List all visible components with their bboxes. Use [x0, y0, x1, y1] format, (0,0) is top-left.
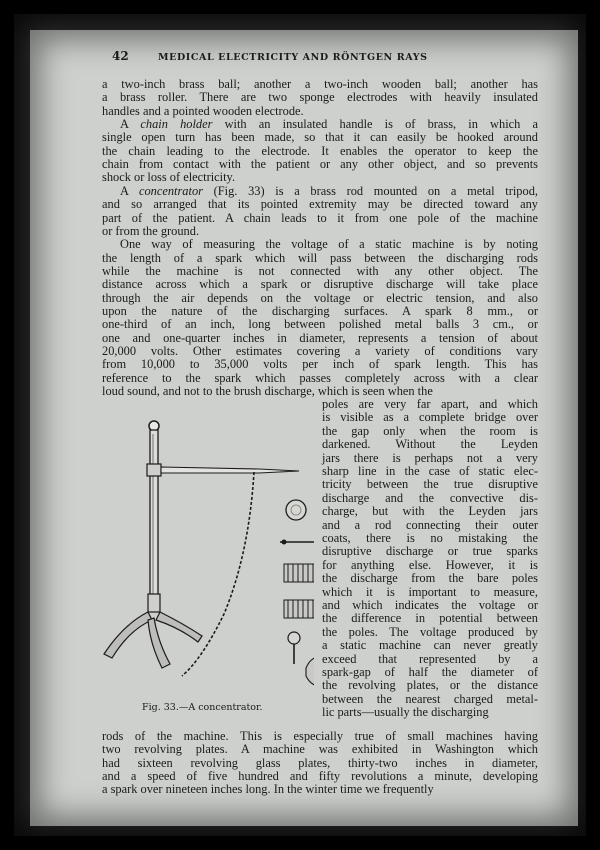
text-line: charge, but with the Leyden jars: [322, 504, 538, 519]
text-line: one and one-quarter inches in diameter, represents a tension of about: [102, 330, 538, 345]
figure-caption: Fig. 33.—A concentrator.: [142, 702, 263, 713]
text-line: exceed that represented by a: [322, 651, 538, 666]
text-line: poles are very far apart, and which: [322, 397, 538, 411]
text-line: the gap only when the room is: [322, 423, 538, 438]
text-line: for anything else. However, it is: [322, 557, 538, 572]
text-line: a brass roller. There are two sponge electrodes with heavily insulated: [102, 90, 538, 105]
text-line: tricity between the true disruptive: [322, 477, 538, 492]
text-line: while the machine is not connected with any other object. The: [102, 263, 538, 278]
text-line: loud sound, and not to the brush discharge, which is seen when the: [102, 384, 433, 399]
text-line: and so arranged that its pointed extremity may be directed toward any: [102, 197, 538, 212]
text-line: A chain holder with an insulated handle is of brass, in which a: [120, 117, 538, 132]
text-line: between the nearest charged metal-: [322, 691, 538, 706]
text-line: the chain leading to the electrode. It enables the operator to keep the: [102, 143, 538, 158]
text-line: sharp line in the case of static elec-: [322, 464, 538, 478]
text-line: coats, there is no mistaking the: [322, 531, 538, 545]
book-page: [30, 30, 578, 826]
concentrator-figure: [84, 414, 314, 694]
text-line: 20,000 volts. Other estimates covering a variety of conditions vary: [102, 344, 538, 358]
text-line: chain from contact with the patient or any other object, and so prevents: [102, 157, 538, 172]
text-line: the length of a spark which will pass between the discharging rods: [102, 250, 538, 265]
text-line: rods of the machine. This is especially true of small machines having: [102, 729, 538, 743]
text-line: and a speed of five hundred and fifty revolutions a minute, developing: [102, 769, 538, 784]
text-line: had sixteen revolving glass plates, thirty-two inches in diameter,: [102, 755, 538, 770]
text-line: darkened. Without the Leyden: [322, 437, 538, 452]
text-line: the discharge from the bare poles: [322, 571, 538, 586]
text-line: distance across which a spark or disruptive discharge will take place: [102, 277, 538, 292]
text-line: spark-gap of half the diameter of: [322, 665, 538, 679]
text-line: lic parts—usually the discharging: [322, 705, 489, 720]
text-line: and a rod connecting their outer: [322, 517, 538, 532]
text-line: the revolving plates, or the distance: [322, 678, 538, 693]
text-line: one-third of an inch, long between polished metal balls 3 cm., or: [102, 317, 538, 332]
text-line: a spark over nineteen inches long. In the winter time we frequently: [102, 782, 434, 797]
text-line: discharge and the convective dis-: [322, 490, 538, 505]
text-line: A concentrator (Fig. 33) is a brass rod mounted on a metal tripod,: [120, 183, 538, 198]
text-line: which it is important to measure,: [322, 584, 538, 599]
text-line: shock or loss of electricity.: [102, 170, 236, 185]
text-line: the poles. The voltage produced by: [322, 624, 538, 639]
text-line: through the air depends on the voltage or electric tension, and also: [102, 290, 538, 305]
text-line: or from the ground.: [102, 223, 200, 238]
text-line: a static machine can never greatly: [322, 638, 538, 653]
running-title: MEDICAL ELECTRICITY AND RÖNTGEN RAYS: [158, 52, 428, 63]
text-line: and which indicates the voltage or: [322, 598, 538, 612]
text-line: from 10,000 to 35,000 volts per inch of spark length. This has: [102, 357, 538, 372]
text-line: part of the patient. A chain leads to it from one pole of the machine: [102, 210, 538, 225]
text-line: the difference in potential between: [322, 611, 538, 626]
page-number: 42: [112, 49, 129, 63]
text-line: is visible as a complete bridge over: [322, 410, 538, 425]
text-line: disruptive discharge or true sparks: [322, 544, 538, 559]
text-line: handles and a pointed wooden electrode.: [102, 103, 304, 118]
text-line: One way of measuring the voltage of a static machine is by noting: [120, 237, 538, 252]
text-line: reference to the spark which passes completely across with a clear: [102, 370, 538, 385]
text-line: jars there is perhaps not a very: [322, 450, 538, 465]
text-line: a two-inch brass ball; another a two-inch wooden ball; another has: [102, 77, 538, 91]
text-line: upon the nature of the discharging surfaces. A spark 8 mm., or: [102, 303, 538, 318]
text-line: two revolving plates. A machine was exhibited in Washington which: [102, 742, 538, 757]
text-line: single open turn has been made, so that it can easily be hooked around: [102, 130, 538, 145]
